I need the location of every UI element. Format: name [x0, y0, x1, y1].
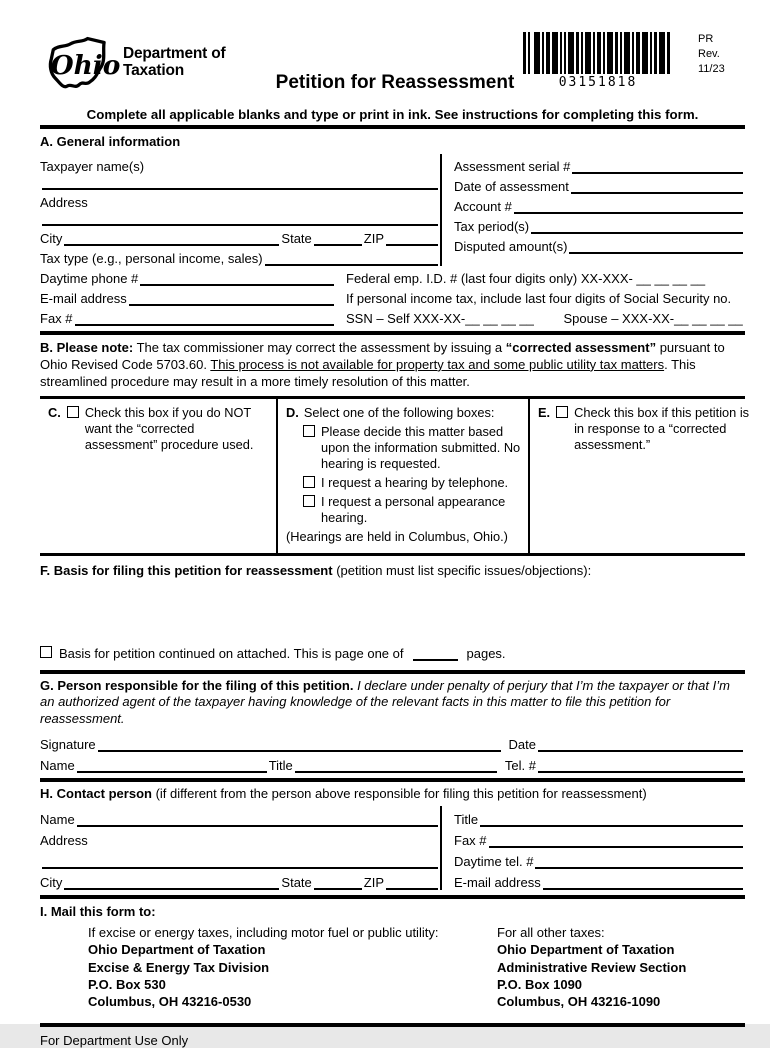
ohio-logo-word: Ohio [50, 50, 121, 82]
ohio-state-outline-icon [42, 30, 121, 96]
excise-mailing-address [88, 924, 450, 1010]
income-tax-note: If personal income tax, include last four digits of Social Security no. [346, 291, 732, 306]
excise-line: Excise & Energy Tax Division [88, 959, 270, 975]
h-city-field[interactable] [64, 877, 279, 890]
account-number-label: Account # [454, 199, 512, 214]
department-line2: Taxation [123, 62, 184, 79]
section-f-writing-area[interactable] [40, 583, 745, 641]
section-a-title: A. General information [40, 134, 181, 149]
divider [40, 670, 745, 674]
h-title-field[interactable] [480, 814, 743, 827]
tel-field[interactable] [538, 760, 743, 773]
other-taxes-line: Ohio Department of Taxation [497, 942, 675, 958]
section-c-text: Check this box if you do NOT want the “corrected assessment” procedure used. [84, 404, 254, 452]
section-e-label: E. [538, 404, 551, 420]
address-field[interactable] [42, 213, 438, 226]
h-state-field[interactable] [314, 877, 362, 890]
department-line1: Department of [123, 45, 226, 63]
daytime-phone-label: Daytime phone # [40, 271, 139, 286]
section-d-heading: Select one of the following boxes: [303, 404, 495, 420]
fax-field[interactable] [75, 313, 334, 326]
h-city-label: City [40, 875, 63, 891]
h-zip-label: ZIP [363, 875, 384, 891]
address-label: Address [40, 195, 88, 210]
section-i-title: I. Mail this form to: [40, 904, 156, 920]
cde-table [40, 396, 750, 556]
barcode-bars-icon [523, 32, 673, 74]
divider [40, 778, 745, 782]
form-instruction: Complete all applicable blanks and type or print in ink. See instructions for completing this form. [86, 107, 699, 122]
date-of-assessment-field[interactable] [571, 181, 743, 194]
mailing-addresses [40, 924, 745, 1010]
section-a-right [440, 154, 745, 266]
revision-date: Rev. 11/23 [698, 47, 725, 75]
other-taxes-line: P.O. Box 1090 [497, 976, 583, 992]
email-field[interactable] [129, 293, 334, 306]
checkbox-e-response-to-corrected[interactable] [556, 406, 568, 418]
form-title: Petition for Reassessment [275, 72, 515, 93]
zip-field[interactable] [386, 233, 438, 246]
department-use-only: For Department Use Only [40, 1032, 189, 1048]
ohio-logo [42, 30, 225, 96]
checkbox-d-decide-on-information[interactable] [303, 425, 315, 437]
h-fax-label: Fax # [454, 833, 487, 849]
federal-id-label: Federal emp. I.D. # (last four digits only) XX-XXX- __ __ __ __ [346, 271, 706, 286]
email-label: E-mail address [40, 291, 127, 306]
section-f-pages-label: pages. [466, 645, 506, 661]
section-d-label: D. [286, 404, 299, 420]
section-h-grid [40, 806, 745, 890]
section-b-text2: pursuant to Ohio Revised Code 5703.60. [40, 340, 725, 372]
ssn-spouse-label: Spouse – XXX-XX-__ __ __ __ [563, 311, 743, 326]
section-a-left [40, 154, 440, 266]
section-h-title-normal: (if different from the person above responsible for filing this petition for reassessment) [151, 786, 647, 802]
section-g-title: G. Person responsible for the filing of this petition. [40, 677, 354, 693]
date-label: Date [508, 737, 536, 753]
section-b-label: B. Please note: [40, 340, 134, 355]
h-address-field[interactable] [42, 856, 438, 869]
tax-periods-field[interactable] [531, 221, 743, 234]
checkbox-d-personal-hearing[interactable] [303, 495, 315, 507]
form-code: PR [698, 33, 714, 45]
account-number-field[interactable] [514, 201, 743, 214]
city-label: City [40, 231, 63, 246]
zip-label: ZIP [363, 231, 384, 246]
date-field[interactable] [538, 739, 743, 752]
section-b-bold-term: “corrected assessment” [505, 340, 657, 355]
h-daytime-tel-field[interactable] [535, 856, 743, 869]
other-taxes-line: Administrative Review Section [497, 959, 687, 975]
section-e-cell [530, 399, 761, 553]
section-d-cell [278, 399, 530, 553]
checkbox-f-continued-on-attached[interactable] [40, 646, 52, 658]
section-c-cell [40, 399, 278, 553]
department-name [123, 46, 225, 79]
assessment-serial-field[interactable] [572, 161, 743, 174]
section-f-title: F. Basis for filing this petition for reassessment [40, 562, 333, 578]
g-name-label: Name [40, 758, 75, 774]
disputed-amounts-field[interactable] [569, 241, 743, 254]
divider [40, 125, 745, 129]
h-email-label: E-mail address [454, 875, 541, 891]
taxpayer-name-field[interactable] [42, 177, 438, 190]
divider [40, 895, 745, 899]
pages-count-field[interactable] [413, 648, 458, 661]
section-b-text3: . This streamlined procedure may result in a more timely resolution of this matter. [40, 356, 696, 389]
section-f-title-normal: (petition must list specific issues/objections): [332, 562, 592, 578]
section-d-option-1: Please decide this matter based upon the information submitted. No hearing is requested. [321, 423, 521, 471]
signature-label: Signature [40, 737, 96, 753]
checkbox-c-no-corrected-assessment[interactable] [67, 406, 79, 418]
excise-heading: If excise or energy taxes, including motor fuel or public utility: [88, 925, 439, 941]
section-b-note [40, 340, 745, 391]
checkbox-d-telephone-hearing[interactable] [303, 476, 315, 488]
section-d-option-3: I request a personal appearance hearing. [321, 494, 506, 526]
other-taxes-line: Columbus, OH 43216-1090 [497, 994, 661, 1010]
tax-type-field[interactable] [265, 253, 438, 266]
fax-label: Fax # [40, 311, 73, 326]
h-address-label: Address [40, 833, 88, 849]
daytime-phone-field[interactable] [140, 273, 334, 286]
g-name-field[interactable] [77, 760, 267, 773]
divider [40, 1023, 745, 1027]
section-b-underlined: This process is not available for property tax and some public utility tax matters [210, 356, 665, 372]
h-fax-field[interactable] [489, 835, 743, 848]
revision-block [698, 32, 745, 77]
signature-field[interactable] [98, 739, 501, 752]
h-daytime-tel-label: Daytime tel. # [454, 854, 534, 870]
excise-line: Ohio Department of Taxation [88, 942, 266, 958]
g-title-field[interactable] [295, 760, 497, 773]
section-f-continued-text: Basis for petition continued on attached. This is page one of [59, 645, 404, 661]
section-a-grid [40, 154, 745, 266]
tax-periods-label: Tax period(s) [454, 219, 530, 234]
tax-type-label: Tax type (e.g., personal income, sales) [40, 251, 263, 266]
excise-line: P.O. Box 530 [88, 976, 166, 992]
section-d-option-2: I request a hearing by telephone. [321, 475, 509, 491]
disputed-amounts-label: Disputed amount(s) [454, 239, 568, 254]
assessment-serial-label: Assessment serial # [454, 159, 571, 174]
barcode-number: 03151818 [558, 75, 638, 90]
h-email-field[interactable] [543, 877, 743, 890]
h-name-label: Name [40, 812, 75, 828]
h-zip-field[interactable] [386, 877, 438, 890]
section-h-right [440, 806, 745, 890]
section-h-title: H. Contact person [40, 786, 152, 802]
divider [40, 331, 745, 335]
h-title-label: Title [454, 812, 479, 828]
g-title-label: Title [268, 758, 293, 774]
section-g-declaration: I declare under penalty of perjury that I’m the taxpayer or that I’m an authorized agent of the taxpayer having knowledge of the relevant facts in this matter to file this petition for reassessment. [40, 677, 730, 727]
other-taxes-mailing-address [497, 924, 686, 1010]
section-e-text: Check this box if this petition is in response to a “corrected assessment.” [574, 404, 750, 452]
date-of-assessment-label: Date of assessment [454, 179, 569, 194]
section-c-label: C. [48, 404, 61, 420]
other-taxes-heading: For all other taxes: [497, 925, 605, 941]
h-state-label: State [281, 875, 312, 891]
section-d-note: (Hearings are held in Columbus, Ohio.) [286, 529, 508, 545]
excise-line: Columbus, OH 43216-0530 [88, 994, 252, 1010]
section-b-text1: The tax commissioner may correct the assessment by issuing a [133, 340, 506, 355]
tel-label: Tel. # [504, 758, 536, 774]
form-header [40, 30, 745, 106]
city-field[interactable] [64, 233, 279, 246]
section-h-left [40, 806, 440, 890]
h-name-field[interactable] [77, 814, 438, 827]
ssn-self-label: SSN – Self XXX-XX-__ __ __ __ [346, 311, 534, 326]
barcode [522, 32, 674, 90]
taxpayer-name-label: Taxpayer name(s) [40, 159, 145, 174]
state-label: State [281, 231, 312, 246]
state-field[interactable] [314, 233, 362, 246]
